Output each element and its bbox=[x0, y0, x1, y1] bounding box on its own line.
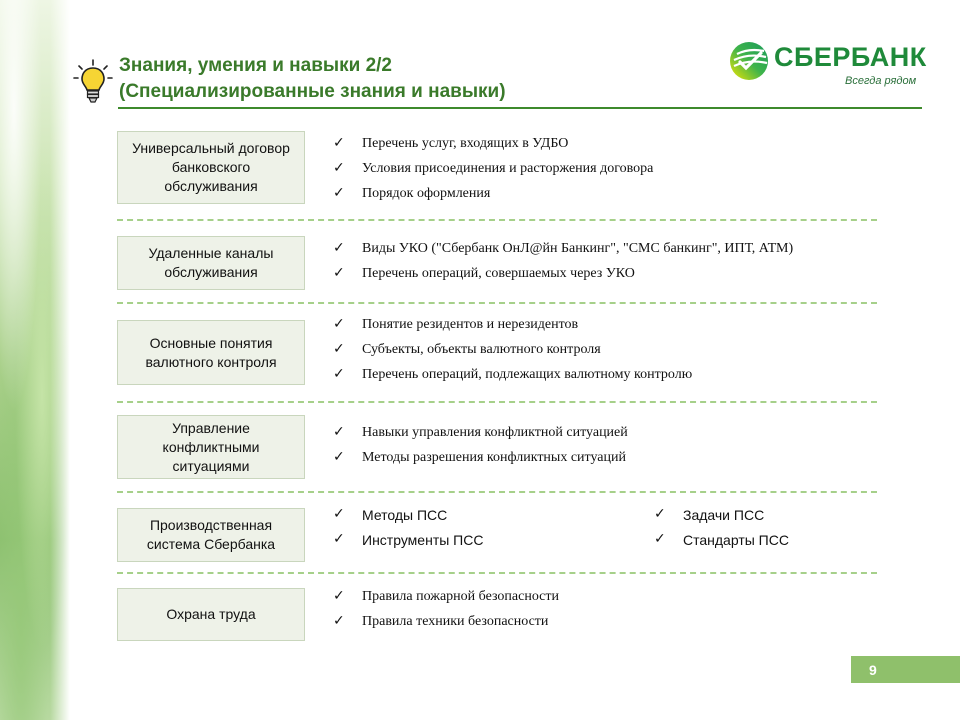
check-icon: ✓ bbox=[333, 265, 345, 281]
section-label-currency-control: Основные понятия валютного контроля bbox=[117, 320, 305, 385]
list-item: ✓ Понятие резидентов и нерезидентов bbox=[333, 316, 579, 332]
list-item: ✓ Стандарты ПСС bbox=[654, 531, 789, 548]
list-item: ✓ Правила техники безопасности bbox=[333, 613, 549, 629]
check-icon: ✓ bbox=[333, 449, 345, 465]
section-items-uko bbox=[333, 241, 793, 282]
title-line-1: Знания, умения и навыки 2/2 bbox=[119, 55, 392, 76]
list-item: ✓ Перечень услуг, входящих в УДБО bbox=[333, 135, 569, 151]
check-icon: ✓ bbox=[333, 588, 345, 604]
section-divider bbox=[117, 219, 877, 221]
sberbank-logo-icon bbox=[728, 40, 770, 82]
check-icon: ✓ bbox=[333, 240, 345, 256]
list-item: ✓ Методы ПСС bbox=[333, 506, 448, 523]
section-label-production-system: Производственная система Сбербанка bbox=[117, 508, 305, 562]
section-divider bbox=[117, 572, 877, 574]
logo-tagline: Всегда рядом bbox=[845, 75, 917, 87]
title-line-2: (Специализированные знания и навыки) bbox=[119, 81, 506, 102]
section-label-conflict-management: Управление конфликтными ситуациями bbox=[117, 415, 305, 479]
list-item: ✓ Методы разрешения конфликтных ситуаций bbox=[333, 449, 626, 465]
lightbulb-icon bbox=[73, 58, 113, 106]
section-label-udbo: Универсальный договор банковского обслуживания bbox=[117, 131, 305, 204]
check-icon: ✓ bbox=[333, 316, 345, 332]
check-icon: ✓ bbox=[333, 613, 345, 629]
list-item: ✓ Перечень операций, подлежащих валютному контролю bbox=[333, 366, 693, 382]
section-divider bbox=[117, 302, 877, 304]
check-icon: ✓ bbox=[333, 424, 345, 440]
check-icon: ✓ bbox=[333, 185, 345, 201]
page-number: 9 bbox=[851, 656, 960, 683]
check-icon: ✓ bbox=[333, 135, 345, 151]
check-icon: ✓ bbox=[333, 160, 345, 176]
list-item: ✓ Инструменты ПСС bbox=[333, 531, 484, 548]
list-item: ✓ Навыки управления конфликтной ситуацией bbox=[333, 424, 628, 440]
section-label-uko: Удаленные каналы обслуживания bbox=[117, 236, 305, 290]
list-item: ✓ Условия присоединения и расторжения договора bbox=[333, 160, 654, 176]
sberbank-logo bbox=[728, 40, 928, 90]
check-icon: ✓ bbox=[654, 531, 666, 547]
section-items-conflict-management bbox=[333, 425, 628, 466]
section-items-production-system-col1 bbox=[333, 507, 483, 548]
list-item: ✓ Субъекты, объекты валютного контроля bbox=[333, 341, 601, 357]
page-title bbox=[119, 53, 506, 105]
list-item: ✓ Виды УКО ("Сбербанк ОнЛ@йн Банкинг", "СМС банкинг", ИПТ, АТМ) bbox=[333, 240, 794, 256]
check-icon: ✓ bbox=[654, 506, 666, 522]
list-item: ✓ Задачи ПСС bbox=[654, 506, 765, 523]
list-item: ✓ Перечень операций, совершаемых через УКО bbox=[333, 265, 635, 281]
section-divider bbox=[117, 401, 877, 403]
section-divider bbox=[117, 491, 877, 493]
logo-name: СБЕРБАНК bbox=[774, 42, 927, 72]
list-item: ✓ Порядок оформления bbox=[333, 185, 491, 201]
check-icon: ✓ bbox=[333, 341, 345, 357]
decorative-background bbox=[0, 0, 70, 720]
section-items-production-system-col2 bbox=[654, 507, 789, 548]
list-item: ✓ Правила пожарной безопасности bbox=[333, 588, 559, 604]
check-icon: ✓ bbox=[333, 531, 345, 547]
check-icon: ✓ bbox=[333, 506, 345, 522]
section-label-labor-safety: Охрана труда bbox=[117, 588, 305, 641]
title-divider bbox=[118, 107, 922, 109]
section-items-labor-safety bbox=[333, 589, 559, 630]
section-items-udbo bbox=[333, 136, 653, 202]
check-icon: ✓ bbox=[333, 366, 345, 382]
section-items-currency-control bbox=[333, 317, 692, 383]
